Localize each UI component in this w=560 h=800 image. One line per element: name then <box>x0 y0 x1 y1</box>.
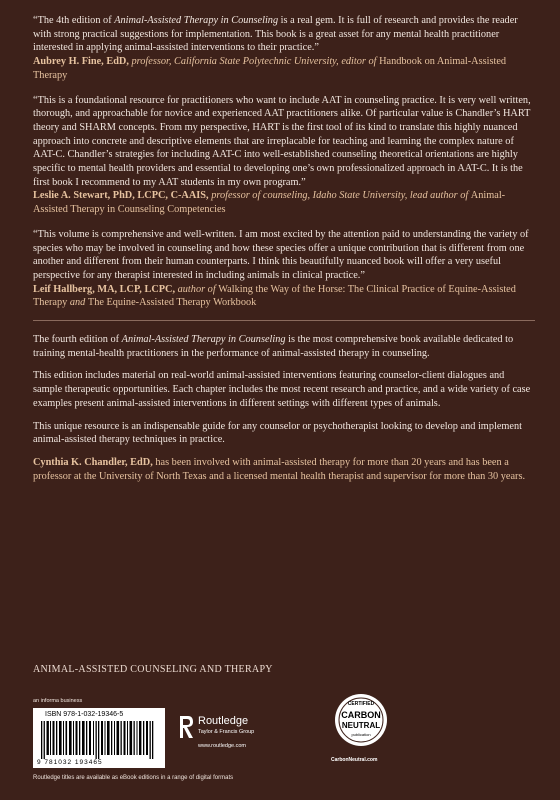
publisher-name: Routledge <box>198 715 249 727</box>
endorser-work: Handbook on Animal-Assisted Therapy <box>33 56 507 81</box>
isbn-digits: 9 781032 193465 <box>37 759 103 766</box>
endorser-name: Leslie A. Stewart, PhD, LCPC, C-AAIS, <box>33 190 209 202</box>
neutral-label: NEUTRAL <box>341 721 381 730</box>
isbn-number: ISBN 978-1-032-19346-5 <box>45 711 124 718</box>
endorser-attribution <box>33 189 535 216</box>
endorser-role: professor of counseling, Idaho State University, lead author of <box>208 190 471 202</box>
description-text: The fourth edition of <box>33 334 122 346</box>
description-paragraph <box>33 333 535 360</box>
endorsement-text: “This is a foundational resource for practitioners who want to include AAT in counseling practice. It is very well written, thorough, and approachable for novice and experienced AAT practitioners alike. Of particular value is Chandler’s HART theory and SHARM concepts. From my perspective, HART is the first tool of its kind to translate this highly nuanced approach into concrete and descriptive elements that are irreplacable for teaching and learning the complex nature of AAT-C. Chandler’s strategies for including AAT-C into well-established counseling theoretical orientations are highly specific to mental health providers and essential to developing one’s own professionalized approach in AAT-C. It is the first book I recommend to my AAT students in my own program.” <box>33 94 531 188</box>
endorser-work: Animal-Assisted Therapy in Counseling Competencies <box>33 190 506 216</box>
publication-label: publication <box>351 732 371 737</box>
author-bio <box>33 456 535 483</box>
endorser-name: Aubrey H. Fine, EdD, <box>33 56 129 68</box>
description-paragraph: This edition includes material on real-world animal-assisted interventions featuring counselor-client dialogues and sample therapeutic opportunities. Each chapter includes the most recent research and practice, and a wide variety of case examples present animal-assisted interventions in different settings with different types of animals. <box>33 370 531 409</box>
publisher-url: www.routledge.com <box>198 743 246 749</box>
carbon-neutral-logo <box>330 690 392 760</box>
ebook-note: Routledge titles are available as eBook editions in a range of digital formats <box>33 775 234 781</box>
informa-label: an informa business <box>33 698 83 704</box>
divider <box>33 320 535 321</box>
publisher-group: Taylor & Francis Group <box>198 729 255 735</box>
endorser-work: Walking the Way of the Horse: The Clinical Practice of Equine-Assisted Therapy <box>33 283 516 309</box>
author-bio-text: has been involved with animal-assisted therapy for more than 20 years and has been a professor at the University of North Texas and a licensed mental health therapist and supervisor for more than 30 years. <box>33 456 526 482</box>
barcode-icon <box>41 721 157 759</box>
endorser-work: The Equine-Assisted Therapy Workbook <box>87 297 257 309</box>
description-paragraph: This unique resource is an indispensable guide for any counselor or psychotherapist looking to develop and implement animal-assisted therapy techniques in practice. <box>33 420 522 446</box>
isbn-barcode <box>33 708 165 768</box>
back-cover-content <box>33 14 535 483</box>
book-title: Animal-Assisted Therapy in Counseling <box>114 15 279 26</box>
certified-label: CERTIFIED <box>347 701 375 707</box>
routledge-icon <box>178 714 194 740</box>
endorser-role: author of <box>175 283 219 295</box>
series-title: ANIMAL-ASSISTED COUNSELING AND THERAPY <box>33 664 273 675</box>
endorser-role: and <box>67 297 88 309</box>
endorser-role: professor, California State Polytechnic University, editor of <box>128 56 380 68</box>
endorser-name: Leif Hallberg, MA, LCP, LCPC, <box>33 283 176 295</box>
endorsement-text <box>33 14 535 55</box>
endorser-attribution <box>33 283 535 310</box>
carbon-label: CARBON <box>341 710 381 720</box>
endorser-attribution <box>33 55 535 82</box>
endorsement-text: “This volume is comprehensive and well-written. I am most excited by the attention paid to understanding the variety of species who may be involved in counseling and how these species offer a unique contribution that is different from one another and different from their human counterparts. I think this beautifully nuanced book will offer a very useful perspective for any therapist interested in including animals in clinical practice.” <box>33 228 529 281</box>
description-text: is the most comprehensive book available dedicated to training mental-health practitioners in the performance of animal-assisted therapy in counseling. <box>33 334 514 359</box>
endorsement-1 <box>33 14 535 83</box>
author-name: Cynthia K. Chandler, EdD, <box>33 456 153 468</box>
endorsement-3 <box>33 228 535 310</box>
carbon-neutral-url: CarbonNeutral.com <box>331 757 378 763</box>
quote-text: is a real gem. It is full of research and provides the reader with strong practical suggestions for implementation. This book is a great asset for any mental health practitioner interested in applying animal-assisted interventions to their practice.” <box>33 15 518 54</box>
quote-text: “The 4th edition of <box>33 15 115 26</box>
book-title: Animal-Assisted Therapy in Counseling <box>121 334 286 346</box>
endorsement-2 <box>33 94 535 217</box>
